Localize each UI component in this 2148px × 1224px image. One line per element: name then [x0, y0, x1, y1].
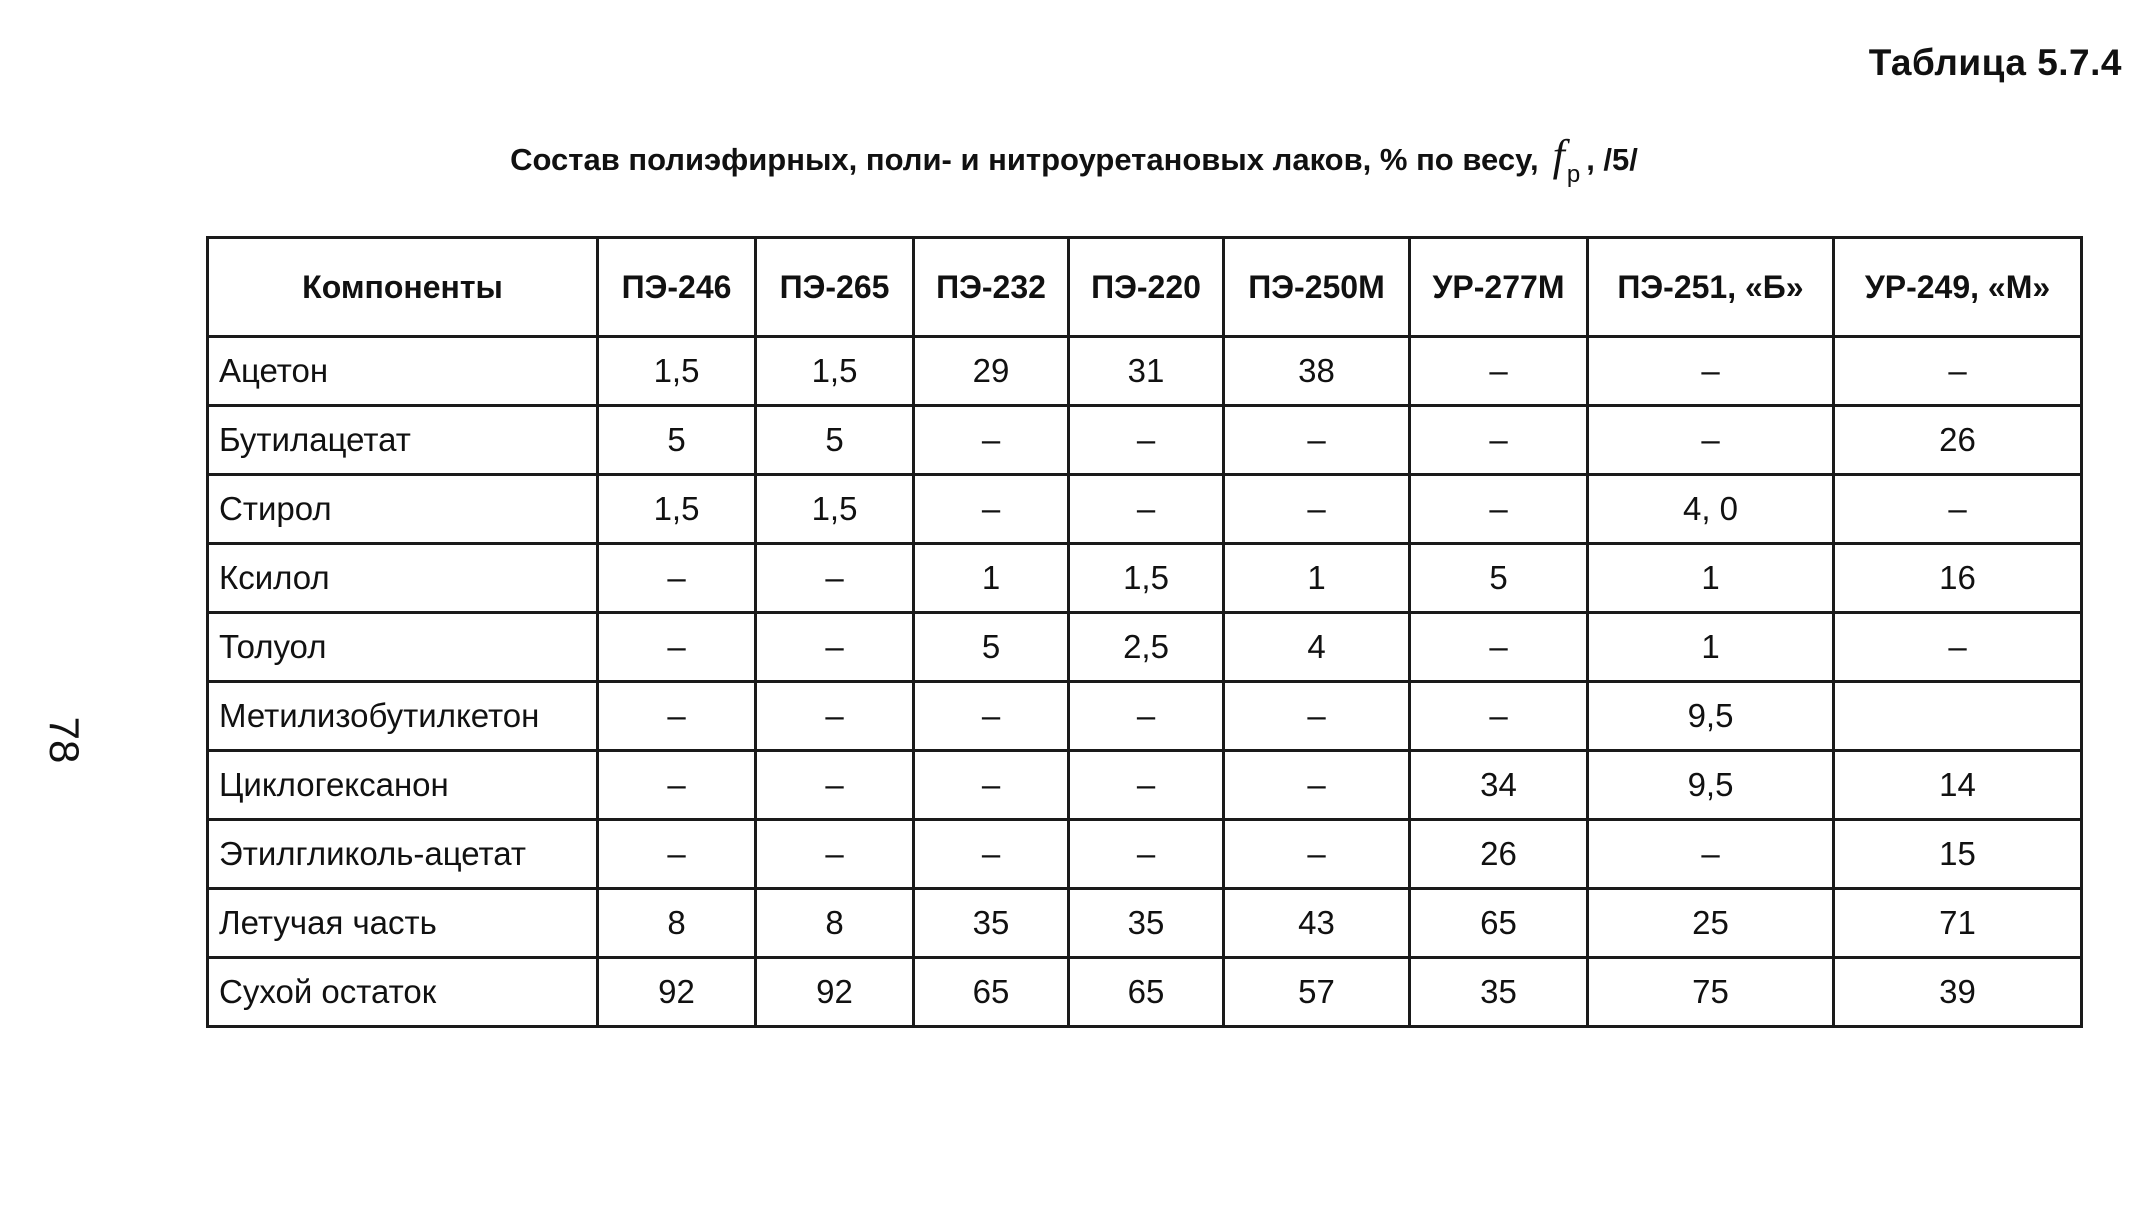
table-cell: 9,5 — [1588, 682, 1834, 751]
table-cell: – — [598, 544, 756, 613]
header-ur-277m: УР-277М — [1410, 238, 1588, 337]
composition-table — [206, 236, 2083, 1028]
table-cell: – — [598, 613, 756, 682]
caption-symbol: $f_p$ — [1552, 131, 1581, 188]
table-cell: – — [598, 682, 756, 751]
table-number: Таблица 5.7.4 — [1868, 42, 2122, 83]
table-cell: 1,5 — [756, 337, 914, 406]
table-cell: 25 — [1588, 889, 1834, 958]
table-cell: – — [914, 682, 1069, 751]
table-cell: – — [1224, 751, 1410, 820]
table-cell — [1834, 682, 2082, 751]
table-cell: – — [1224, 682, 1410, 751]
table-cell: – — [1224, 475, 1410, 544]
table-cell: 2,5 — [1069, 613, 1224, 682]
table-cell: 1,5 — [756, 475, 914, 544]
table-cell: – — [1410, 337, 1588, 406]
table-cell: 5 — [914, 613, 1069, 682]
table-cell: 65 — [1410, 889, 1588, 958]
table-row-butyl-acetate — [208, 406, 2082, 475]
component-name: Циклогексанон — [208, 751, 598, 820]
table-row-acetone — [208, 337, 2082, 406]
table-cell: 1,5 — [598, 475, 756, 544]
table-cell: 35 — [1069, 889, 1224, 958]
table-cell: 4, 0 — [1588, 475, 1834, 544]
table-row-styrene — [208, 475, 2082, 544]
header-ur-249-m: УР-249, «М» — [1834, 238, 2082, 337]
table-cell: – — [598, 820, 756, 889]
table-cell: – — [756, 682, 914, 751]
table-cell: 1 — [914, 544, 1069, 613]
header-pe-265: ПЭ-265 — [756, 238, 914, 337]
table-row-volatile-part — [208, 889, 2082, 958]
table-cell: 38 — [1224, 337, 1410, 406]
table-cell: 1 — [1224, 544, 1410, 613]
component-name: Ацетон — [208, 337, 598, 406]
table-cell: 57 — [1224, 958, 1410, 1027]
table-cell: 4 — [1224, 613, 1410, 682]
caption-text: Состав полиэфирных, поли- и нитроуретановых лаков, % по весу, — [510, 142, 1539, 177]
header-pe-220: ПЭ-220 — [1069, 238, 1224, 337]
table-cell: 26 — [1410, 820, 1588, 889]
table-cell: – — [1834, 475, 2082, 544]
component-name: Летучая часть — [208, 889, 598, 958]
table-cell: 92 — [598, 958, 756, 1027]
table-cell: – — [1834, 337, 2082, 406]
component-name: Метилизобутилкетон — [208, 682, 598, 751]
table-cell: – — [756, 820, 914, 889]
table-header-row — [208, 238, 2082, 337]
table-row-ethylglycol-acetate — [208, 820, 2082, 889]
table-cell: – — [1410, 406, 1588, 475]
table-row-dry-residue — [208, 958, 2082, 1027]
header-pe-246: ПЭ-246 — [598, 238, 756, 337]
table-cell: 16 — [1834, 544, 2082, 613]
table-cell: – — [1224, 406, 1410, 475]
component-name: Бутилацетат — [208, 406, 598, 475]
table-cell: – — [914, 406, 1069, 475]
table-cell: 29 — [914, 337, 1069, 406]
table-row-cyclohexanone — [208, 751, 2082, 820]
table-cell: – — [1588, 337, 1834, 406]
table-row-toluene — [208, 613, 2082, 682]
table-cell: 65 — [914, 958, 1069, 1027]
header-pe-251-b: ПЭ-251, «Б» — [1588, 238, 1834, 337]
table-cell: – — [756, 544, 914, 613]
caption-reference: , /5/ — [1586, 142, 1638, 177]
component-name: Сухой остаток — [208, 958, 598, 1027]
table-cell: – — [1588, 820, 1834, 889]
table-cell: 92 — [756, 958, 914, 1027]
table-cell: 5 — [1410, 544, 1588, 613]
table-cell: 39 — [1834, 958, 2082, 1027]
page-number: 78 — [41, 716, 88, 764]
table-cell: 5 — [598, 406, 756, 475]
header-components: Компоненты — [208, 238, 598, 337]
table-cell: – — [914, 475, 1069, 544]
table-cell: – — [1588, 406, 1834, 475]
table-cell: 35 — [914, 889, 1069, 958]
table-cell: – — [598, 751, 756, 820]
table-cell: 14 — [1834, 751, 2082, 820]
table-cell: 8 — [598, 889, 756, 958]
table-cell: 1 — [1588, 613, 1834, 682]
component-name: Толуол — [208, 613, 598, 682]
header-pe-250m: ПЭ-250М — [1224, 238, 1410, 337]
table-cell: 9,5 — [1588, 751, 1834, 820]
table-cell: 1,5 — [1069, 544, 1224, 613]
table-cell: – — [1069, 406, 1224, 475]
table-cell: – — [914, 751, 1069, 820]
component-name: Стирол — [208, 475, 598, 544]
table-cell: 34 — [1410, 751, 1588, 820]
table-cell: – — [1224, 820, 1410, 889]
table-cell: – — [1410, 682, 1588, 751]
table-row-methyl-isobutyl-ketone — [208, 682, 2082, 751]
table-cell: 65 — [1069, 958, 1224, 1027]
table-cell: 26 — [1834, 406, 2082, 475]
table-cell: – — [756, 613, 914, 682]
table-cell: 43 — [1224, 889, 1410, 958]
table-cell: 8 — [756, 889, 914, 958]
table-cell: – — [1069, 682, 1224, 751]
caption-symbol-subscript: p — [1566, 161, 1581, 188]
table-cell: – — [1069, 751, 1224, 820]
table-cell: – — [914, 820, 1069, 889]
component-name: Ксилол — [208, 544, 598, 613]
table-cell: – — [1834, 613, 2082, 682]
table-caption — [0, 130, 2148, 188]
table-row-xylene — [208, 544, 2082, 613]
table-cell: – — [1069, 820, 1224, 889]
table-cell: – — [1410, 475, 1588, 544]
table-cell: – — [1410, 613, 1588, 682]
table-cell: – — [756, 751, 914, 820]
table-cell: 5 — [756, 406, 914, 475]
table-cell: – — [1069, 475, 1224, 544]
table-cell: 15 — [1834, 820, 2082, 889]
table-cell: 35 — [1410, 958, 1588, 1027]
component-name: Этилгликоль-ацетат — [208, 820, 598, 889]
table-cell: 31 — [1069, 337, 1224, 406]
table-cell: 71 — [1834, 889, 2082, 958]
header-pe-232: ПЭ-232 — [914, 238, 1069, 337]
table-cell: 75 — [1588, 958, 1834, 1027]
table-cell: 1 — [1588, 544, 1834, 613]
table-cell: 1,5 — [598, 337, 756, 406]
